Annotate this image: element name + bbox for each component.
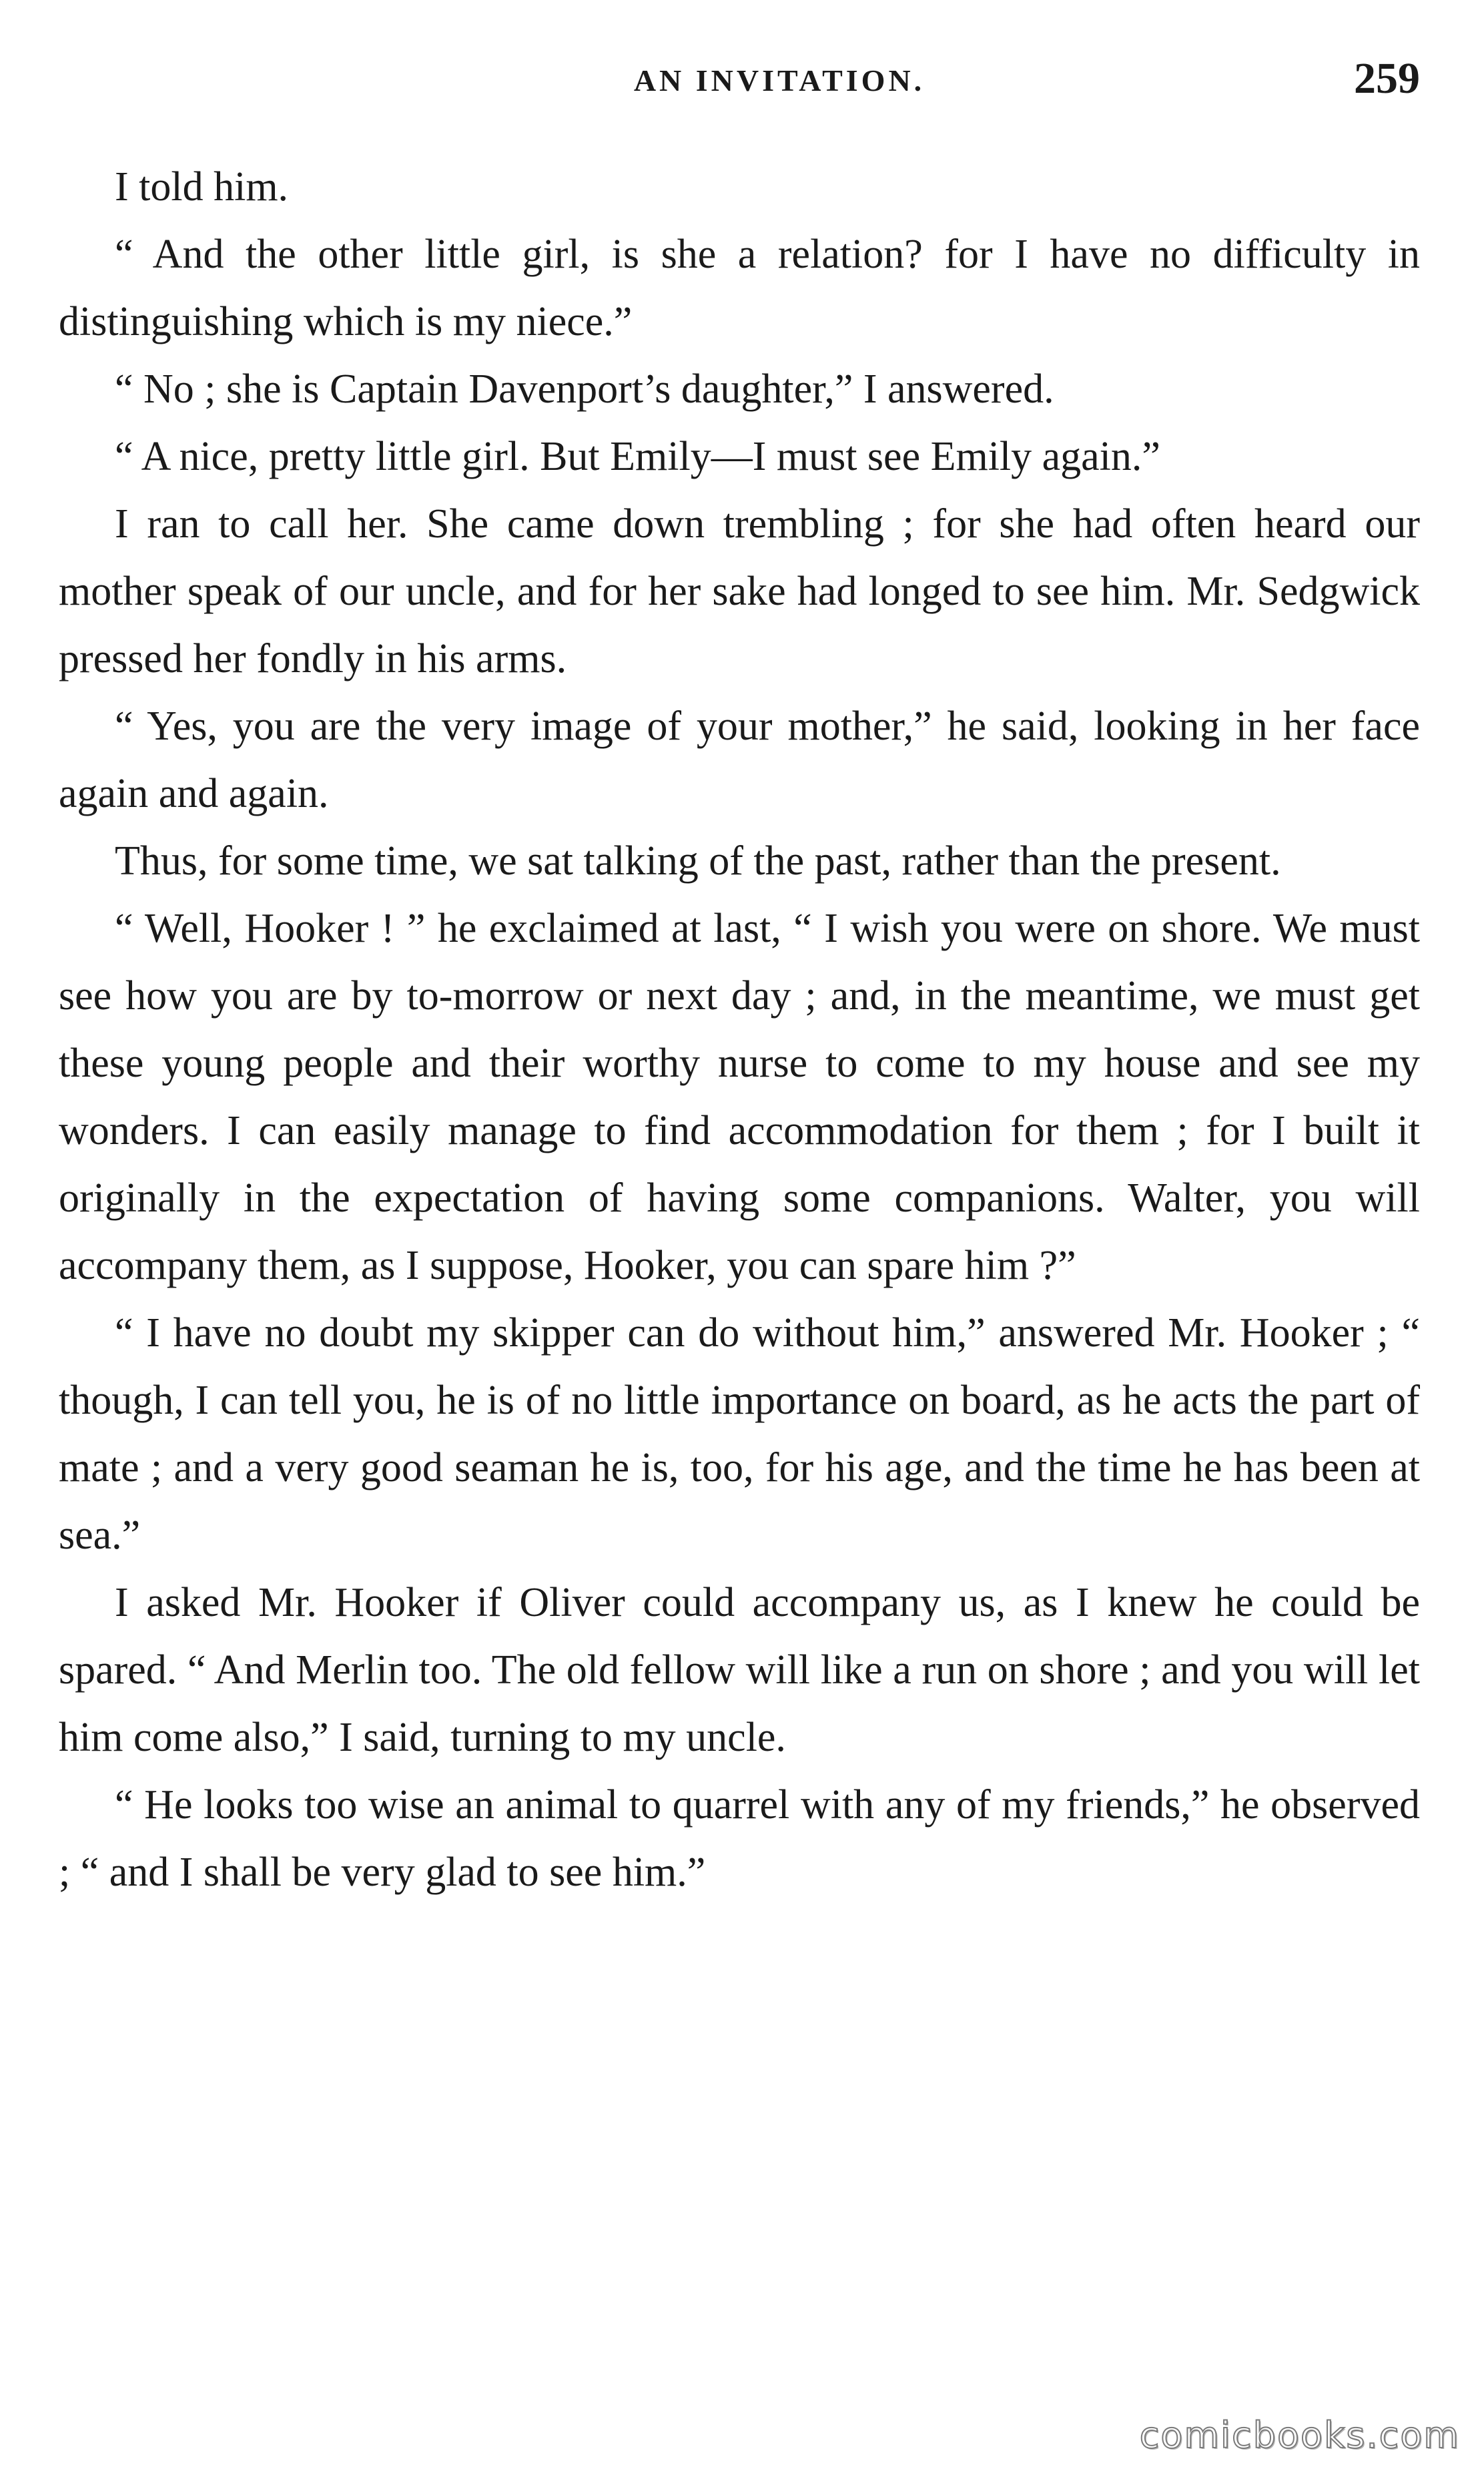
chapter-running-title: AN INVITATION. <box>633 63 925 97</box>
paragraph: “ A nice, pretty little girl. But Emily—I must see Emily again.” <box>115 434 1160 479</box>
paragraph: “ I have no doubt my skipper can do without him,” answered Mr. Hooker ; “ though, I can tell you, he is of no little importance on board, as he acts the part of mate ; and a very good seaman he is, too, for his age, and the time he has been at sea.” <box>59 1310 1420 1558</box>
paragraph: “ And the other little girl, is she a relation? for I have no difficulty in distinguishing which is my niece.” <box>59 232 1420 344</box>
paragraph: Thus, for some time, we sat talking of the past, rather than the present. <box>115 838 1281 884</box>
page-number: 259 <box>1354 54 1420 103</box>
paragraph: “ No ; she is Captain Davenport’s daughter,” I answered. <box>115 366 1054 412</box>
paragraph: I told him. <box>115 164 289 210</box>
paragraph: I ran to call her. She came down trembling ; for she had often heard our mother speak of our uncle, and for her sake had longed to see him. Mr. Sedgwick pressed her fondly in his arms. <box>59 501 1420 681</box>
paragraph: “ Well, Hooker ! ” he exclaimed at last, “ I wish you were on shore. We must see how you are by to-morrow or next day ; and, in the meantime, we must get these young people and their worthy nurse to come to my house and see my wonders. I can easily manage to find accommodation for them ; for I built it originally in the expectation of having some companions. Walter, you will accompany them, as I suppose, Hooker, you can spare him ?” <box>59 906 1420 1288</box>
page-content <box>59 53 1420 1906</box>
text-body <box>59 154 1420 1906</box>
paragraph: “ He looks too wise an animal to quarrel with any of my friends,” he observed ; “ and I shall be very glad to see him.” <box>59 1782 1420 1895</box>
paragraph: I asked Mr. Hooker if Oliver could accompany us, as I knew he could be spared. “ And Merlin too. The old fellow will like a run on shore ; and you will let him come also,” I said, turning to my uncle. <box>59 1580 1420 1760</box>
watermark: comicbooks.com <box>1139 2414 1460 2456</box>
paragraph: “ Yes, you are the very image of your mother,” he said, looking in her face again and again. <box>59 704 1420 816</box>
running-head <box>59 53 1420 133</box>
